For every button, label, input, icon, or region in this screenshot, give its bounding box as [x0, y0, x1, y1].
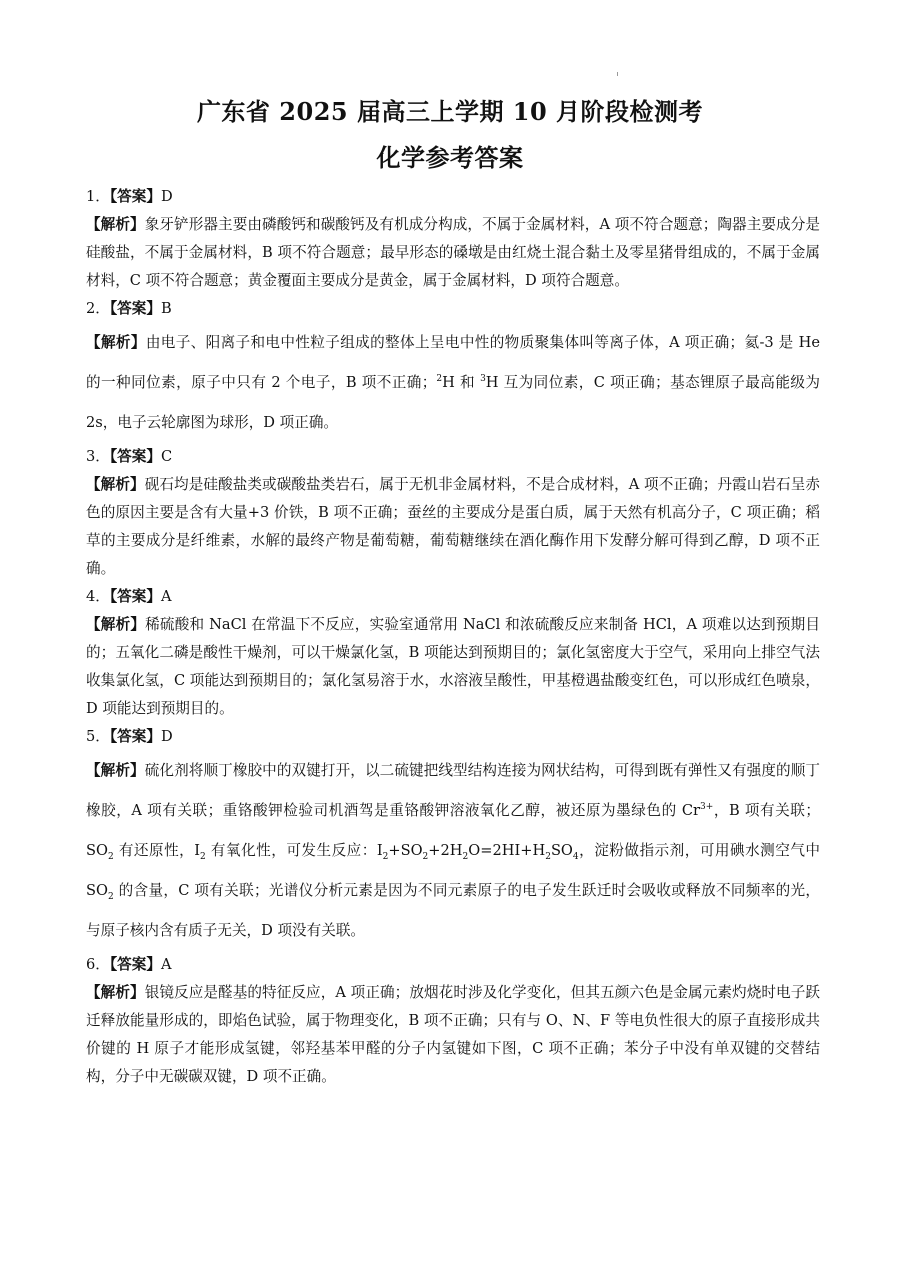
analysis-text: ，B 项有关联；SO — [86, 802, 820, 859]
subscript: 2 — [422, 851, 429, 862]
analysis-text: ，淀粉做指示剂，可用碘水测空气中 SO — [86, 842, 821, 899]
analysis-text: 稀硫酸和 NaCl 在常温下不反应，实验室通常用 NaCl 和浓硫酸反应来制备 HCl，A 项难以达到预期目的；五氧化二磷是酸性干燥剂，可以干燥氯化氢，B 项能达到预期目的；氯化氢密度大于空气，采用向上排空气法收集氯化氢，C 项能达到预期目的；氯化氢易溶于水，水溶液呈酸性，甲基橙遇盐酸变红色，可以形成红色喷泉，D 项能达到预期目的。 — [86, 616, 820, 717]
answer-tag: 【答案】 — [109, 300, 161, 317]
analysis-text: +2H — [428, 842, 463, 859]
subscript: 2 — [107, 891, 114, 902]
question-number: 6． — [86, 956, 110, 973]
isotope-mass: 3 — [480, 374, 486, 385]
analysis-text: 由电子、阳离子和电中性粒子组成的整体上呈电中性的物质聚集体叫等离子体，A 项正确；氦-3 是 He 的一种同位素，原子中只有 2 个电子，B 项不正确； — [86, 334, 820, 391]
answer-line-q6 — [86, 951, 820, 979]
subscript: 2 — [462, 851, 469, 862]
subscript: 2 — [382, 851, 389, 862]
analysis-q1 — [86, 211, 820, 295]
analysis-text: SO — [550, 842, 573, 859]
answer-line-q5 — [86, 723, 820, 751]
question-number: 3． — [86, 448, 110, 465]
answer-tag: 【答案】 — [109, 588, 161, 605]
analysis-tag: 【解析】 — [86, 334, 146, 351]
analysis-q2 — [86, 323, 820, 443]
analysis-q6 — [86, 979, 820, 1091]
answer-line-q3 — [86, 443, 820, 471]
document-title: 广东省 2025 届高三上学期 10 月阶段检测考 — [196, 97, 704, 126]
question-number: 2． — [86, 300, 110, 317]
analysis-text: 互为同位素，C 项正确；基态锂原子最高能级为 2s，电子云轮廓图为球形，D 项正确。 — [86, 374, 820, 431]
answer-tag: 【答案】 — [109, 188, 161, 205]
answer-tag: 【答案】 — [109, 448, 161, 465]
ion-charge: 3+ — [700, 802, 714, 813]
analysis-tag: 【解析】 — [86, 616, 146, 633]
answer-line-q4 — [86, 583, 820, 611]
question-number: 4． — [86, 588, 110, 605]
subscript: 2 — [200, 851, 206, 862]
analysis-text: 象牙铲形器主要由磷酸钙和碳酸钙及有机成分构成，不属于金属材料，A 项不符合题意；陶器主要成分是硅酸盐，不属于金属材料，B 项不符合题意；最早形态的磉墩是由红烧土混合黏土及零星猪骨组成的，不属于金属材料，C 项不符合题意；黄金覆面主要成分是黄金，属于金属材料，D 项符合题意。 — [86, 216, 820, 289]
answer-tag: 【答案】 — [109, 956, 161, 973]
isotope-symbol: H — [485, 374, 499, 391]
answer-value: C — [160, 448, 173, 465]
answer-value: A — [160, 588, 172, 605]
analysis-text: 有氧化性，可发生反应：I — [205, 842, 383, 859]
question-number: 5． — [86, 728, 110, 745]
analysis-text: O=2HI+H — [468, 842, 546, 859]
isotope-symbol: H — [442, 374, 455, 391]
analysis-text: 的含量，C 项有关联；光谱仪分析元素是因为不同元素原子的电子发生跃迁时会吸收或释放不同频率的光，与原子核内含有质子无关，D 项没有关联。 — [86, 882, 820, 939]
subscript: 4 — [572, 851, 579, 862]
answer-value: D — [160, 728, 173, 745]
document-subtitle: 化学参考答案 — [376, 143, 524, 172]
scan-mark — [617, 72, 618, 76]
answer-value: A — [160, 956, 172, 973]
question-number: 1． — [86, 188, 110, 205]
subscript: 2 — [107, 851, 114, 862]
analysis-text: 银镜反应是醛基的特征反应，A 项正确；放烟花时涉及化学变化，但其五颜六色是金属元素灼烧时电子跃迁释放能量形成的，即焰色试验，属于物理变化，B 项不正确；只有与 O、N、F 等电负性很大的原子直接形成共价键的 H 原子才能形成氢键，邻羟基苯甲醛的分子内氢键如下图，C 项不正确；苯分子中没有单双键的交替结构，分子中无碳碳双键，D 项不正确。 — [86, 984, 820, 1085]
answer-value: B — [160, 300, 172, 317]
analysis-q5 — [86, 751, 820, 951]
answer-value: D — [160, 188, 173, 205]
answer-list — [86, 183, 820, 1091]
analysis-tag: 【解析】 — [86, 476, 145, 493]
analysis-text: +SO — [388, 842, 423, 859]
answer-tag: 【答案】 — [109, 728, 161, 745]
analysis-text: 砚石均是硅酸盐类或碳酸盐类岩石，属于无机非金属材料，不是合成材料，A 项不正确；丹霞山岩石呈赤色的原因主要是含有大量+3 价铁，B 项不正确；蚕丝的主要成分是蛋白质，属于天然有机高分子，C 项正确；稻草的主要成分是纤维素，水解的最终产物是葡萄糖，葡萄糖继续在酒化酶作用下发酵分解可得到乙醇，D 项不正确。 — [86, 476, 820, 577]
analysis-text: 和 — [454, 374, 481, 391]
answer-line-q1 — [86, 183, 820, 211]
analysis-q3 — [86, 471, 820, 583]
isotope-mass: 2 — [436, 374, 443, 385]
subscript: 2 — [545, 851, 551, 862]
analysis-text: 有还原性，I — [113, 842, 201, 859]
analysis-q4 — [86, 611, 820, 723]
answer-line-q2 — [86, 295, 820, 323]
analysis-tag: 【解析】 — [86, 216, 145, 233]
analysis-tag: 【解析】 — [86, 762, 145, 779]
analysis-tag: 【解析】 — [86, 984, 145, 1001]
analysis-text: 硫化剂将顺丁橡胶中的双键打开，以二硫键把线型结构连接为网状结构，可得到既有弹性又有强度的顺丁橡胶，A 项有关联；重铬酸钾检验司机酒驾是重铬酸钾溶液氧化乙醇，被还原为墨绿色的 Cr — [86, 762, 820, 819]
